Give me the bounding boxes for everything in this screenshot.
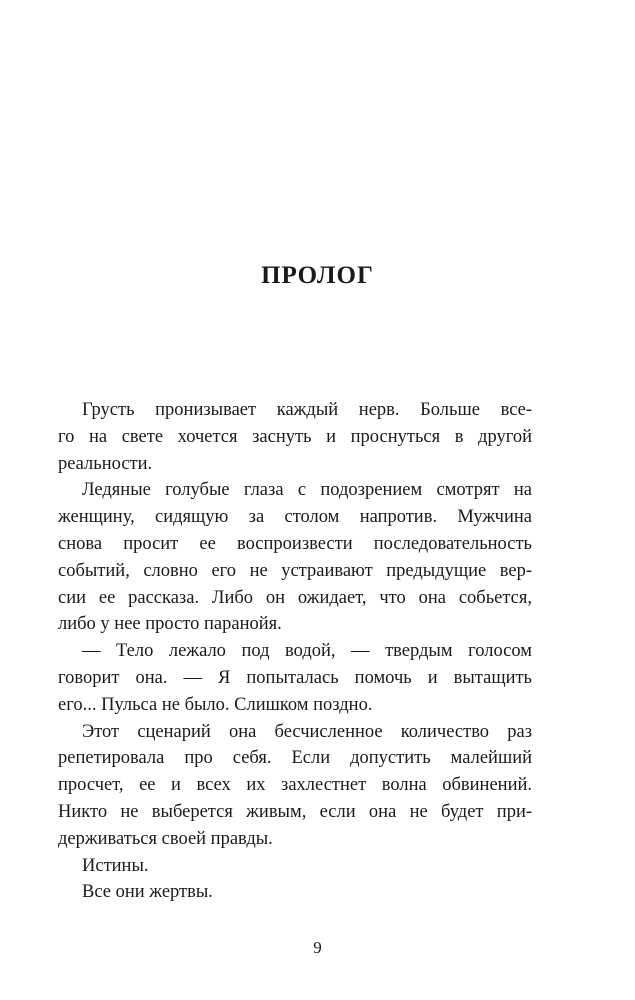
text-line: женщину, сидящую за столом напротив. Мужчина	[58, 507, 532, 528]
page-number: 9	[313, 938, 322, 957]
text-line: реальности.	[58, 453, 153, 474]
text-line: Все они жертвы.	[82, 882, 213, 903]
text-line: — Тело лежало под водой, — твердым голосом	[82, 641, 532, 662]
text-line: его... Пульса не было. Слишком поздно.	[58, 694, 373, 715]
text-line: го на свете хочется заснуть и проснуться в другой	[58, 426, 532, 447]
body-text	[58, 397, 532, 906]
text-line: говорит она. — Я попыталась помочь и вытащить	[58, 667, 532, 688]
text-line: репетировала про себя. Если допустить малейший	[58, 748, 532, 769]
chapter-title: ПРОЛОГ	[261, 262, 374, 289]
text-line: Истины.	[82, 855, 149, 876]
text-line: снова просит ее воспроизвести последовательность	[58, 533, 532, 554]
text-line: Грусть пронизывает каждый нерв. Больше все-	[82, 400, 532, 420]
text-line: Этот сценарий она бесчисленное количество раз	[82, 721, 532, 742]
text-line: Ледяные голубые глаза с подозрением смотрят на	[82, 480, 532, 501]
text-line: сии ее рассказа. Либо он ожидает, что она собьется,	[58, 587, 532, 608]
text-line: либо у нее просто паранойя.	[58, 614, 282, 635]
text-line: просчет, ее и всех их захлестнет волна обвинений.	[58, 775, 532, 796]
text-line: событий, словно его не устраивают предыдущие вер-	[58, 560, 532, 581]
text-line: держиваться своей правды.	[58, 828, 273, 849]
text-line: Никто не выберется живым, если она не будет при-	[58, 801, 532, 822]
